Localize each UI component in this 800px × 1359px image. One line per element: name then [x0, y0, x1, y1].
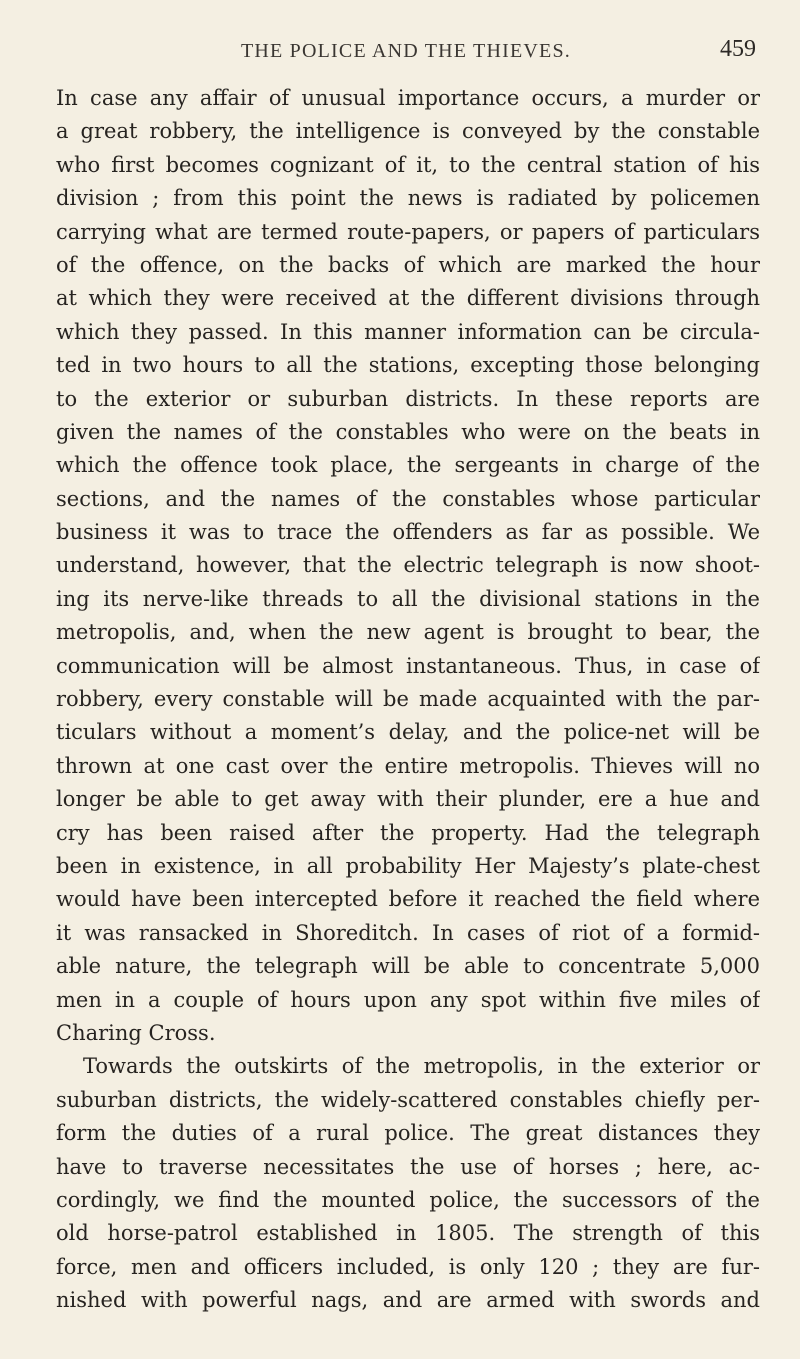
- text-line-paragraph-end: Charing Cross.: [56, 1020, 216, 1045]
- text-line: able nature, the telegraph will be able to concentrate 5,000: [56, 954, 760, 979]
- text-line: cordingly, we find the mounted police, the successors of the: [56, 1187, 760, 1212]
- text-line: men in a couple of hours upon any spot within five miles of: [56, 987, 760, 1012]
- text-line: force, men and officers included, is only 120 ; they are fur-: [56, 1254, 760, 1279]
- text-line: division ; from this point the news is radiated by policemen: [56, 186, 760, 211]
- text-line: longer be able to get away with their plunder, ere a hue and: [56, 787, 760, 812]
- text-line: which they passed. In this manner information can be circula-: [56, 319, 760, 344]
- text-line: at which they were received at the different divisions through: [56, 286, 760, 311]
- text-line: ted in two hours to all the stations, excepting those belonging: [56, 353, 760, 378]
- text-line: form the duties of a rural police. The great distances they: [56, 1121, 760, 1146]
- text-line: of the offence, on the backs of which are marked the hour: [56, 252, 760, 277]
- text-line: ing its nerve-like threads to all the divisional stations in the: [56, 586, 760, 611]
- text-line: who first becomes cognizant of it, to the central station of his: [56, 152, 760, 177]
- running-head: [56, 36, 756, 72]
- text-line: which the offence took place, the sergeants in charge of the: [56, 453, 760, 478]
- text-line: would have been intercepted before it reached the field where: [56, 887, 760, 912]
- text-line: In case any affair of unusual importance occurs, a murder or: [56, 86, 760, 110]
- text-line: given the names of the constables who were on the beats in: [56, 419, 760, 444]
- text-line: a great robbery, the intelligence is conveyed by the constable: [56, 119, 760, 144]
- text-line: metropolis, and, when the new agent is brought to bear, the: [56, 620, 760, 645]
- text-line: understand, however, that the electric telegraph is now shoot-: [56, 553, 760, 578]
- text-line: ticulars without a moment’s delay, and the police-net will be: [56, 720, 760, 745]
- text-line: have to traverse necessitates the use of horses ; here, ac-: [56, 1154, 760, 1179]
- text-line: robbery, every constable will be made acquainted with the par-: [56, 687, 760, 712]
- text-line: it was ransacked in Shoreditch. In cases of riot of a formid-: [56, 920, 760, 945]
- text-line: cry has been raised after the property. Had the telegraph: [56, 820, 760, 845]
- text-line: communication will be almost instantaneous. Thus, in case of: [56, 653, 760, 678]
- text-line: suburban districts, the widely-scattered constables chiefly per-: [56, 1087, 760, 1112]
- text-line: carrying what are termed route-papers, or papers of particulars: [56, 219, 760, 244]
- page-number: 459: [720, 36, 756, 62]
- text-line: nished with powerful nags, and are armed with swords and: [56, 1288, 760, 1313]
- text-line: old horse-patrol established in 1805. The strength of this: [56, 1221, 760, 1246]
- text-line-paragraph-start: Towards the outskirts of the metropolis, in the exterior or: [83, 1054, 760, 1079]
- text-line: to the exterior or suburban districts. In these reports are: [56, 386, 760, 411]
- text-line: thrown at one cast over the entire metropolis. Thieves will no: [56, 753, 760, 778]
- body-text: [56, 82, 760, 1317]
- text-line: been in existence, in all probability Her Majesty’s plate-chest: [56, 853, 760, 878]
- running-title: THE POLICE AND THE THIEVES.: [241, 40, 571, 62]
- text-line: sections, and the names of the constables whose particular: [56, 486, 760, 511]
- text-line: business it was to trace the offenders as far as possible. We: [56, 520, 760, 545]
